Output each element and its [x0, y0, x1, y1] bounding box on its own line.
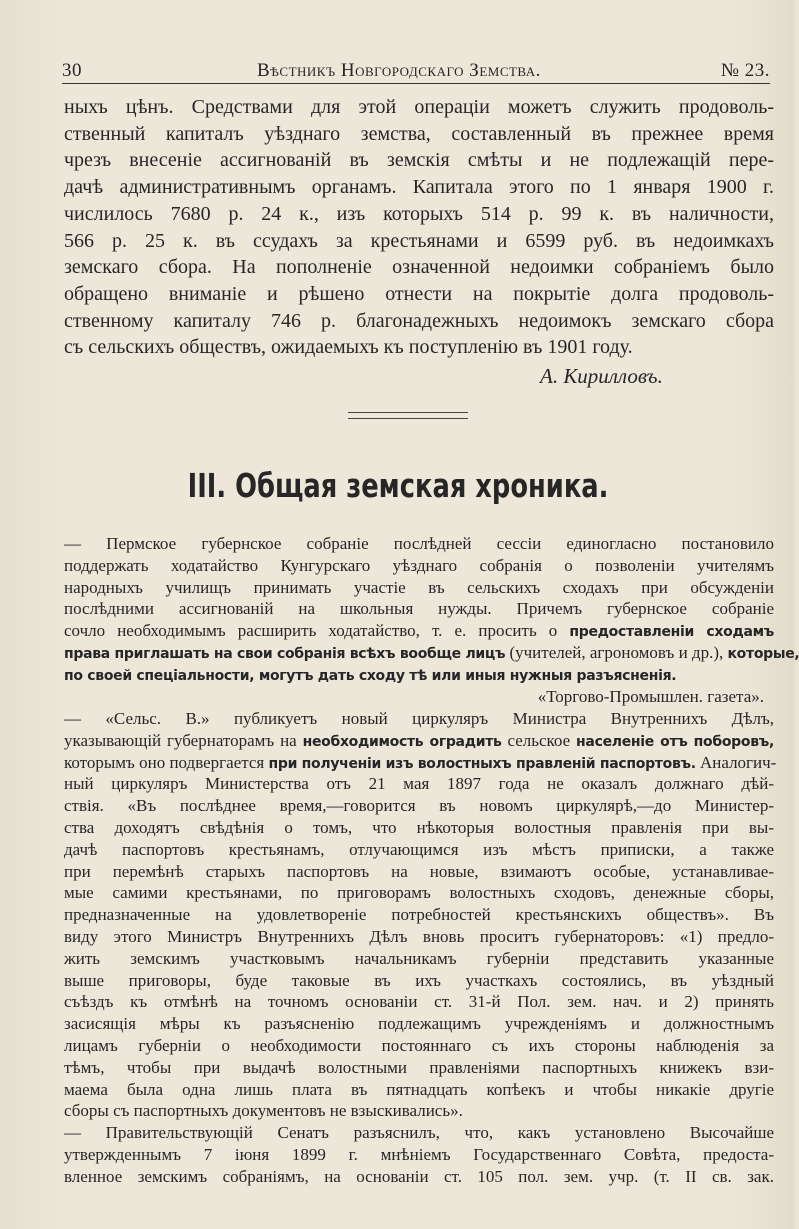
header-rule: [62, 83, 770, 84]
text-line: съѣздъ къ отмѣнѣ на точномъ основаніи ст. 31-й Пол. зем. нач. и 2) принять: [64, 992, 774, 1012]
text-line: при перемѣнѣ старыхъ паспортовъ на новые, взимаютъ особые, устанавливае-: [64, 861, 774, 881]
text-run: сочло необходимымъ расширить ходатайство, т. е. просить о: [64, 621, 558, 641]
text-run: сельское: [507, 730, 571, 750]
text-line: лицамъ губерніи о необходимости постояннаго съ ихъ стороны наблюденія за: [64, 1036, 774, 1055]
text-line: ствія. «Въ послѣднее время,—говорится въ новомъ циркулярѣ,—до Министер-: [64, 796, 774, 816]
text-line: мые самими крестьянами, по приговорамъ волостныхъ сходовъ, денежные сборы,: [64, 883, 774, 903]
text-line: утвержденнымъ 7 іюня 1899 г. мнѣніемъ Государственнаго Совѣта, предоста-: [64, 1144, 774, 1164]
author-signature: А. Кирилловъ.: [540, 364, 663, 388]
issue-number: № 23.: [720, 60, 770, 81]
bold-run: необходимость оградить: [302, 733, 502, 750]
source-citation: «Торгово-Промышлен. газета».: [537, 686, 764, 706]
text-line: дачѣ административнымъ органамъ. Капитала этого по 1 января 1900 г.: [64, 176, 774, 199]
text-line: 566 р. 25 к. въ ссудахъ за крестьянами и 6599 руб. въ недоимкахъ: [64, 229, 774, 252]
text-line: жить земскимъ участковымъ начальникамъ губерніи представить указанные: [64, 948, 774, 968]
text-run: Аналогич-: [700, 752, 777, 772]
section-heading: III. Общая земская хроника.: [187, 466, 609, 505]
text-line: послѣдними ассигнованій на школьныя нужды. Причемъ губернское собраніе: [64, 599, 774, 619]
text-line: поддержать ходатайство Кунгурскаго уѣзднаго собранія о позволеніи учителямъ: [64, 555, 774, 575]
journal-title: Вѣстникъ Новгородскаго Земства.: [257, 60, 541, 81]
text-line: ныхъ цѣнъ. Средствами для этой операціи можетъ служить продоволь-: [64, 96, 774, 118]
text-line: тѣмъ, чтобы при выдачѣ волостными правленіями паспортныхъ книжекъ взи-: [64, 1057, 774, 1077]
text-line: съ сельскихъ обществъ, ожидаемыхъ къ поступленію въ 1901 году.: [64, 336, 633, 359]
text-run: которымъ оно подвергается: [64, 752, 265, 772]
text-line: числилось 7680 р. 24 к., изъ которыхъ 514 р. 99 к. въ наличности,: [64, 202, 774, 225]
text-line: обращено вниманіе и рѣшено отнести на покрытіе долга продоволь-: [64, 282, 774, 305]
page-number: 30: [62, 60, 82, 81]
text-line: [64, 752, 777, 773]
text-line: вленное земскимъ собраніямъ, на основаніи ст. 105 пол. зем. учр. (т. II св. зак.: [64, 1166, 774, 1186]
bold-run: по своей спеціальности, могутъ дать сходу тѣ или иныя нужныя разъясненія.: [64, 667, 677, 684]
text-line: [64, 621, 774, 641]
text-line: ственному капиталу 746 р. благонадежныхъ недоимокъ земскаго сбора: [64, 309, 774, 332]
text-line: народныхъ училищъ принимать участіе въ сельскихъ сходахъ при обсужденіи: [64, 577, 774, 597]
text-line: — Пермское губернское собраніе послѣдней сессіи единогласно постановило: [64, 534, 774, 553]
text-line: [64, 665, 774, 685]
text-line: земскаго сбора. На пополненіе означенной недоимки собраніемъ было: [64, 256, 774, 279]
text-line: [64, 731, 774, 751]
bold-run: предоставленіи сходамъ: [569, 624, 774, 641]
text-line: ственный капиталъ уѣзднаго земства, составленный въ прежнее время: [64, 122, 774, 145]
text-line: [64, 643, 799, 663]
text-line: — Правительствующій Сенатъ разъяснилъ, что, какъ установлено Высочайше: [64, 1123, 774, 1142]
text-run: (учителей, агрономовъ и др.),: [509, 643, 724, 662]
text-line: ный циркуляръ Министерства отъ 21 мая 1897 года не оказалъ должнаго дѣй-: [64, 774, 774, 794]
text-line: маема была одна лишь плата въ пятнадцать копѣекъ и чтобы никакіе другіе: [64, 1079, 774, 1099]
section-divider: [348, 412, 468, 419]
text-line: — «Сельс. В.» публикуетъ новый циркуляръ Министра Внутреннихъ Дѣлъ,: [64, 709, 774, 728]
text-line: дачѣ паспортовъ крестьянамъ, отлучающимся изъ мѣстъ приписки, а также: [64, 839, 774, 859]
text-line: засисящія мѣры къ разъясненію подлежащимъ учрежденіямъ и должностнымъ: [64, 1014, 774, 1034]
bold-run: населеніе отъ поборовъ,: [576, 733, 775, 750]
bold-run: которые,: [727, 646, 799, 662]
text-line: ства доходятъ свѣдѣнія о томъ, что нѣкоторыя волостныя правленія при вы-: [64, 818, 774, 837]
text-line: сборы съ паспортныхъ документовъ не взыскивались».: [64, 1101, 463, 1121]
text-run: указывающій губернаторамъ на: [64, 730, 297, 750]
text-line: чрезъ внесеніе ассигнованій въ земскія смѣты и не подлежащій пере-: [64, 149, 774, 172]
text-line: выше приговоры, буде таковые въ ихъ участкахъ состоялись, въ уѣздный: [64, 970, 774, 990]
bold-run: при полученіи изъ волостныхъ правленій паспортовъ.: [268, 755, 696, 772]
running-header: [62, 57, 770, 85]
bold-run: права приглашать на свои собранія всѣхъ вообще лицъ: [64, 646, 506, 662]
text-line: предназначенные на удовлетвореніе потребностей крестьянскихъ обществъ». Въ: [64, 905, 774, 925]
text-line: виду этого Министръ Внутреннихъ Дѣлъ вновь проситъ губернаторовъ: «1) предло-: [64, 927, 774, 946]
